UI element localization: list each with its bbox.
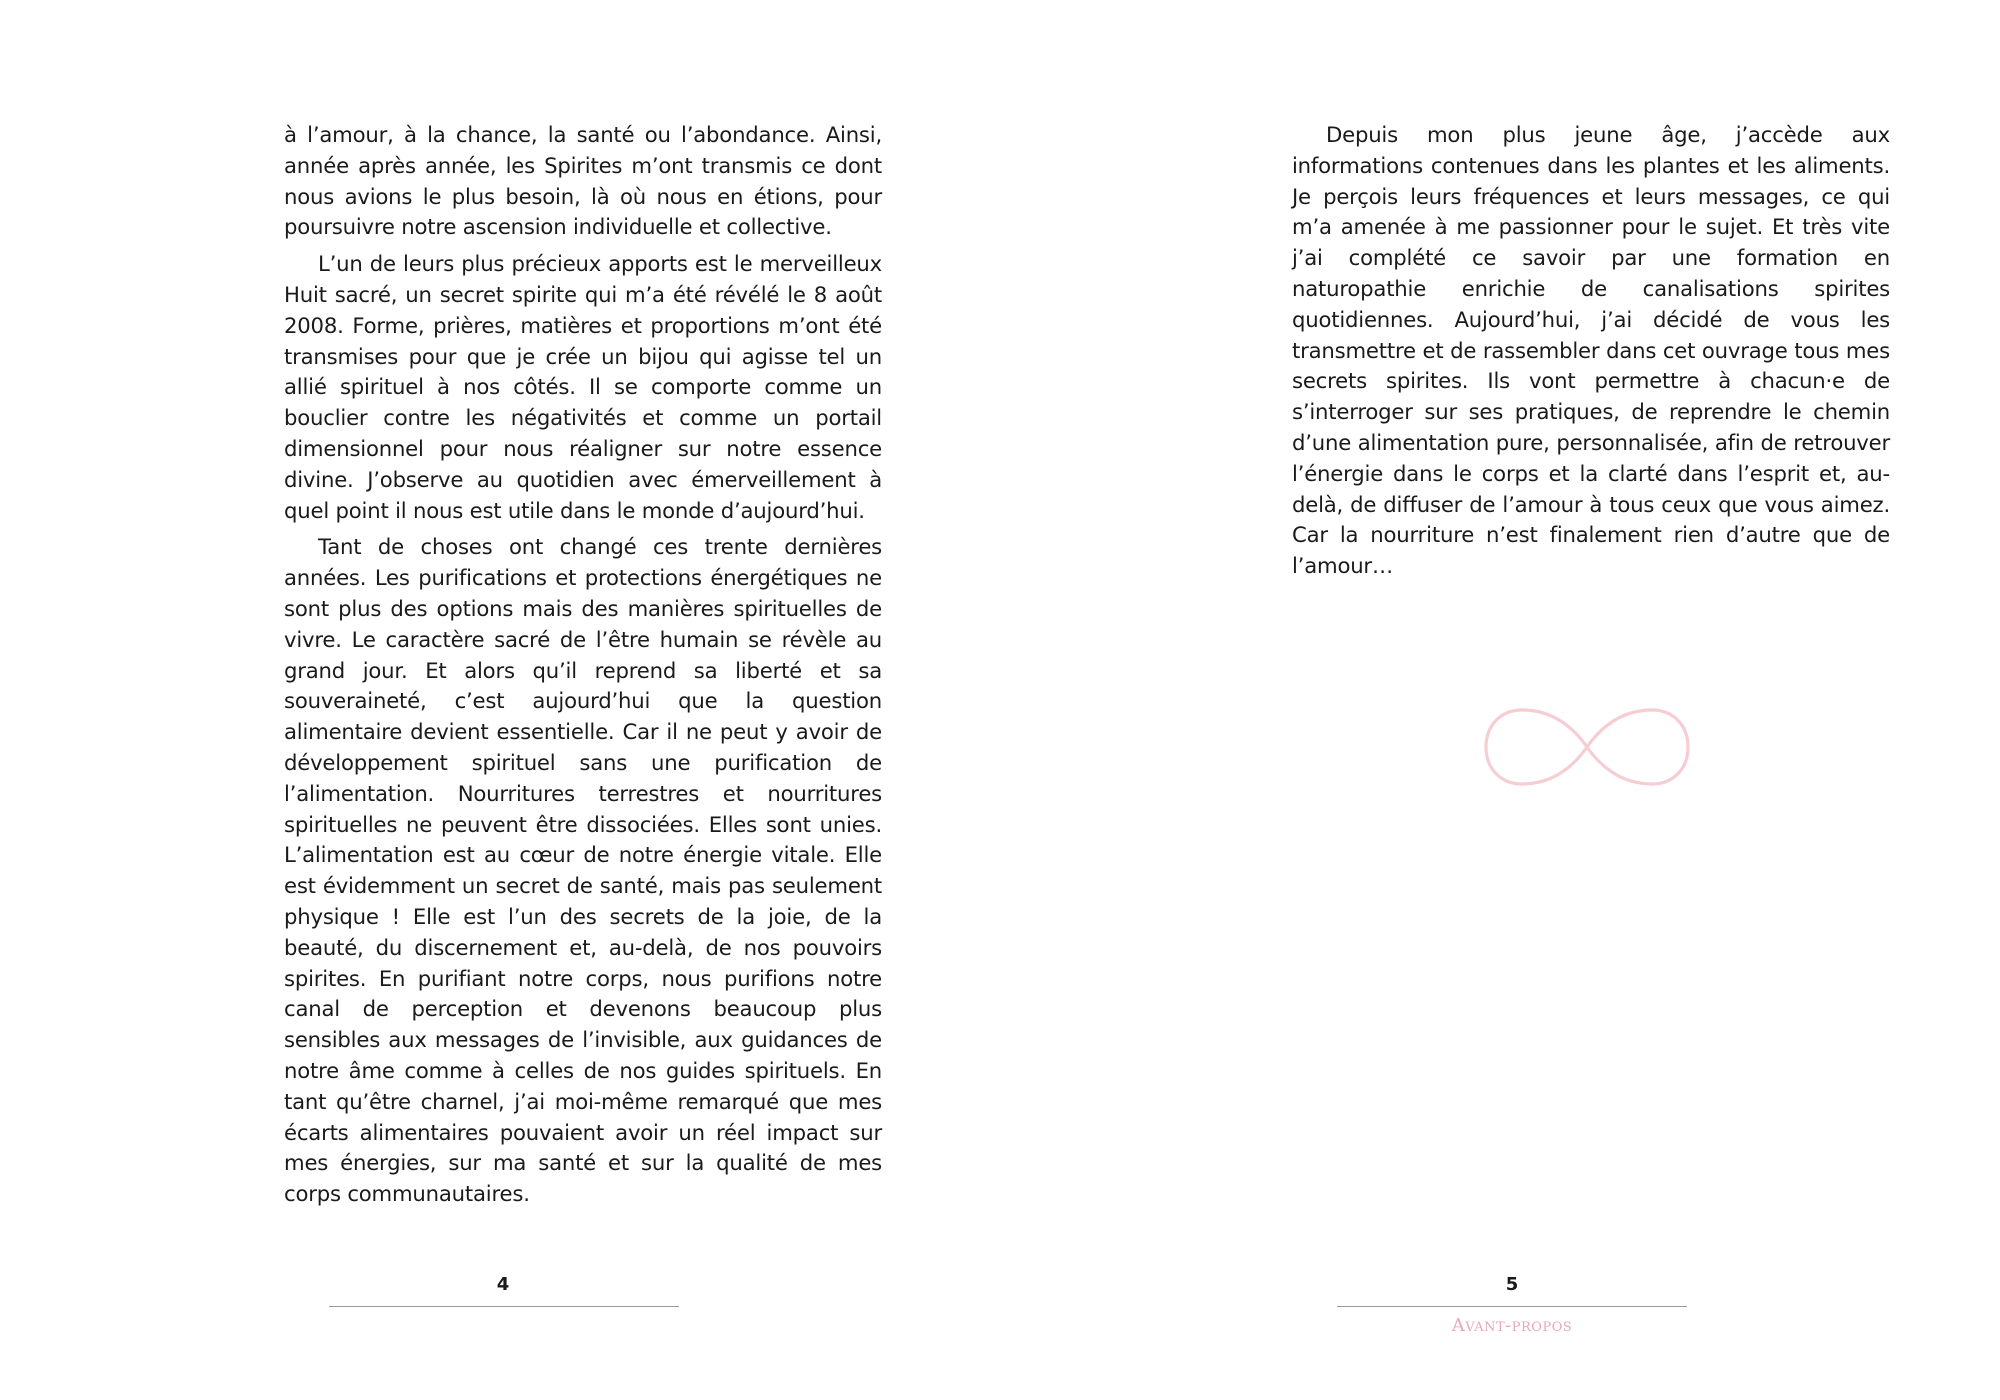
- left-paragraph-2: L’un de leurs plus précieux apports est le merveilleux Huit sacré, un secret spirite qui m’a été révélé le 8 août 2008. Forme, prières, matières et proportions m’ont été transmises pour que je crée un bijou qui agisse tel un allié spirituel à nos côtés. Il se comporte comme un bouclier contre les négativités et comme un portail dimensionnel pour nous réaligner sur notre essence divine. J’observe au quotidien avec émerveillement à quel point il nous est utile dans le monde d’aujourd’hui.: [284, 251, 882, 523]
- right-paragraph-1: Depuis mon plus jeune âge, j’accède aux informations contenues dans les plantes et les aliments. Je perçois leurs fréquences et leurs messages, ce qui m’a amenée à me passionner pour le sujet. Et très vite j’ai complété ce savoir par une formation en naturopathie enrichie de canalisations spirites quotidiennes. Aujourd’hui, j’ai décidé de vous les transmettre et de rassembler dans cet ouvrage tous mes secrets spirites. Ils vont permettre à chacun·e de s’interroger sur ses pratiques, de reprendre le chemin d’une alimentation pure, personnalisée, afin de retrouver l’énergie dans le corps et la clarté dans l’esprit et, au-delà, de diffuser de l’amour à tous ceux que vous aimez. Car la nourriture n’est finalement rien d’autre que de l’amour…: [1292, 122, 1890, 579]
- infinity-icon: [1482, 706, 1692, 788]
- right-page: [1000, 0, 2000, 1400]
- running-foot-section-title: Avant-propos: [1451, 1315, 1573, 1336]
- page-number-right: 5: [1505, 1274, 1519, 1295]
- folio-rule-left: [329, 1306, 679, 1307]
- left-page-text: [284, 120, 882, 1216]
- page-number-left: 4: [496, 1274, 510, 1295]
- left-paragraph-1: à l’amour, à la chance, la santé ou l’abondance. Ainsi, année après année, les Spirites m’ont transmis ce dont nous avions le plus besoin, là où nous en étions, pour poursuivre notre ascension individuelle et collective.: [284, 122, 882, 240]
- left-paragraph-3: Tant de choses ont changé ces trente dernières années. Les purifications et protections énergétiques ne sont plus des options mais des manières spirituelles de vivre. Le caractère sacré de l’être humain se révèle au grand jour. Et alors qu’il reprend sa liberté et sa souveraineté, c’est aujourd’hui que la question alimentaire devient essentielle. Car il ne peut y avoir de développement spirituel sans une purification de l’alimentation. Nourritures terrestres et nourritures spirituelles ne peuvent être dissociées. Elles sont unies. L’alimentation est au cœur de notre énergie vitale. Elle est évidemment un secret de santé, mais pas seulement physique ! Elle est l’un des secrets de la joie, de la beauté, du discernement et, au-delà, de nos pouvoirs spirites. En purifiant notre corps, nous purifions notre canal de perception et devenons beaucoup plus sensibles aux messages de l’invisible, aux guidances de notre âme comme à celles de nos guides spirituels. En tant qu’être charnel, j’ai moi-même remarqué que mes écarts alimentaires pouvaient avoir un réel impact sur mes énergies, sur ma santé et sur la qualité de mes corps communautaires.: [284, 534, 882, 1207]
- folio-rule-right: [1337, 1306, 1687, 1307]
- right-page-text: [1292, 120, 1890, 588]
